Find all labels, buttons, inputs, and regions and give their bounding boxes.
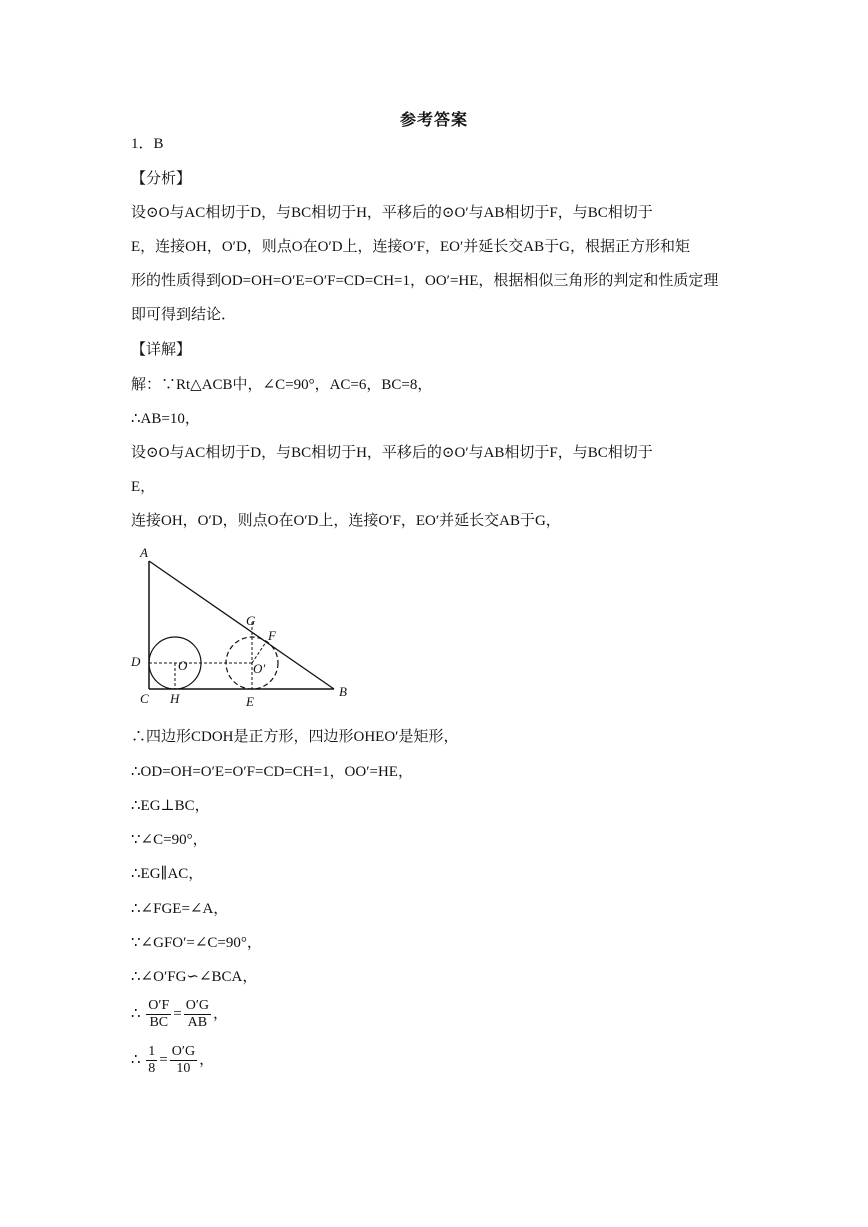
fraction-left: $\frac{O'F}{BC}$ bbox=[148, 998, 170, 1030]
detail-line-4: E， bbox=[131, 479, 156, 495]
detail-line-3: 设⊙O与AC相切于D，与BC相切于H，平移后的⊙O′与AB相切于F，与BC相切于 bbox=[131, 445, 653, 461]
analysis-line-2: E，连接OH，O′D，则点O在O′D上，连接O′F，EO′并延长交AB于G，根据正方形和矩 bbox=[131, 239, 690, 255]
label-f: F bbox=[268, 628, 276, 643]
after-line-7: ∵∠GFO′=∠C=90°， bbox=[131, 935, 262, 951]
after-line-5: ∴EG∥AC， bbox=[131, 866, 204, 882]
answer-1: 1．B bbox=[131, 136, 164, 152]
detail-line-2: ∴AB=10， bbox=[131, 411, 200, 427]
detail-line-5: 连接OH，O′D，则点O在O′D上，连接O′F，EO′并延长交AB于G， bbox=[131, 513, 561, 529]
after-line-3: ∴EG⊥BC， bbox=[131, 798, 210, 814]
label-o-prime: O′ bbox=[253, 661, 266, 676]
after-line-8: ∴∠O′FG∽∠BCA， bbox=[131, 969, 258, 985]
fraction-left: $\frac{1}{8}$ bbox=[148, 1044, 156, 1076]
label-c: C bbox=[140, 691, 149, 706]
label-o: O bbox=[178, 658, 188, 673]
analysis-line-3: 形的性质得到OD=OH=O′E=O′F=CD=CH=1，OO′=HE，根据相似三角形的判定和性质定理 bbox=[131, 273, 719, 289]
detail-heading: 【详解】 bbox=[131, 342, 192, 358]
after-line-6: ∴∠FGE=∠A， bbox=[131, 901, 229, 917]
page-title: 参考答案 bbox=[399, 112, 468, 129]
after-line-1: ∴四边形CDOH是正方形，四边形OHEO′是矩形， bbox=[131, 729, 459, 745]
fraction-right: $\frac{O'G}{AB}$ bbox=[185, 998, 210, 1030]
label-h: H bbox=[170, 691, 180, 706]
fraction-right: $\frac{O'G}{10}$ bbox=[171, 1044, 196, 1076]
analysis-heading: 【分析】 bbox=[131, 171, 192, 187]
fraction-line-1: ∴ $\frac{O'F}{BC}$ = $\frac{O'G}{AB}$ ， bbox=[131, 998, 229, 1030]
side-ab bbox=[149, 561, 334, 689]
label-e: E bbox=[246, 694, 254, 708]
label-b: B bbox=[339, 684, 347, 699]
analysis-line-4: 即可得到结论． bbox=[131, 307, 237, 323]
label-g: G bbox=[246, 613, 256, 628]
detail-line-1: 解：∵Rt△ACB中，∠C=90°，AC=6，BC=8， bbox=[131, 377, 433, 393]
label-d: D bbox=[131, 654, 141, 669]
analysis-line-1: 设⊙O与AC相切于D，与BC相切于H，平移后的⊙O′与AB相切于F，与BC相切于 bbox=[131, 205, 653, 221]
line-o-prime-f bbox=[252, 642, 266, 663]
after-line-2: ∴OD=OH=O′E=O′F=CD=CH=1，OO′=HE， bbox=[131, 764, 413, 780]
label-a: A bbox=[140, 545, 148, 560]
fraction-line-2: ∴ $\frac{1}{8}$ = $\frac{O'G}{10}$ ， bbox=[131, 1044, 215, 1076]
after-line-4: ∵∠C=90°， bbox=[131, 832, 208, 848]
geometry-figure bbox=[128, 543, 358, 708]
